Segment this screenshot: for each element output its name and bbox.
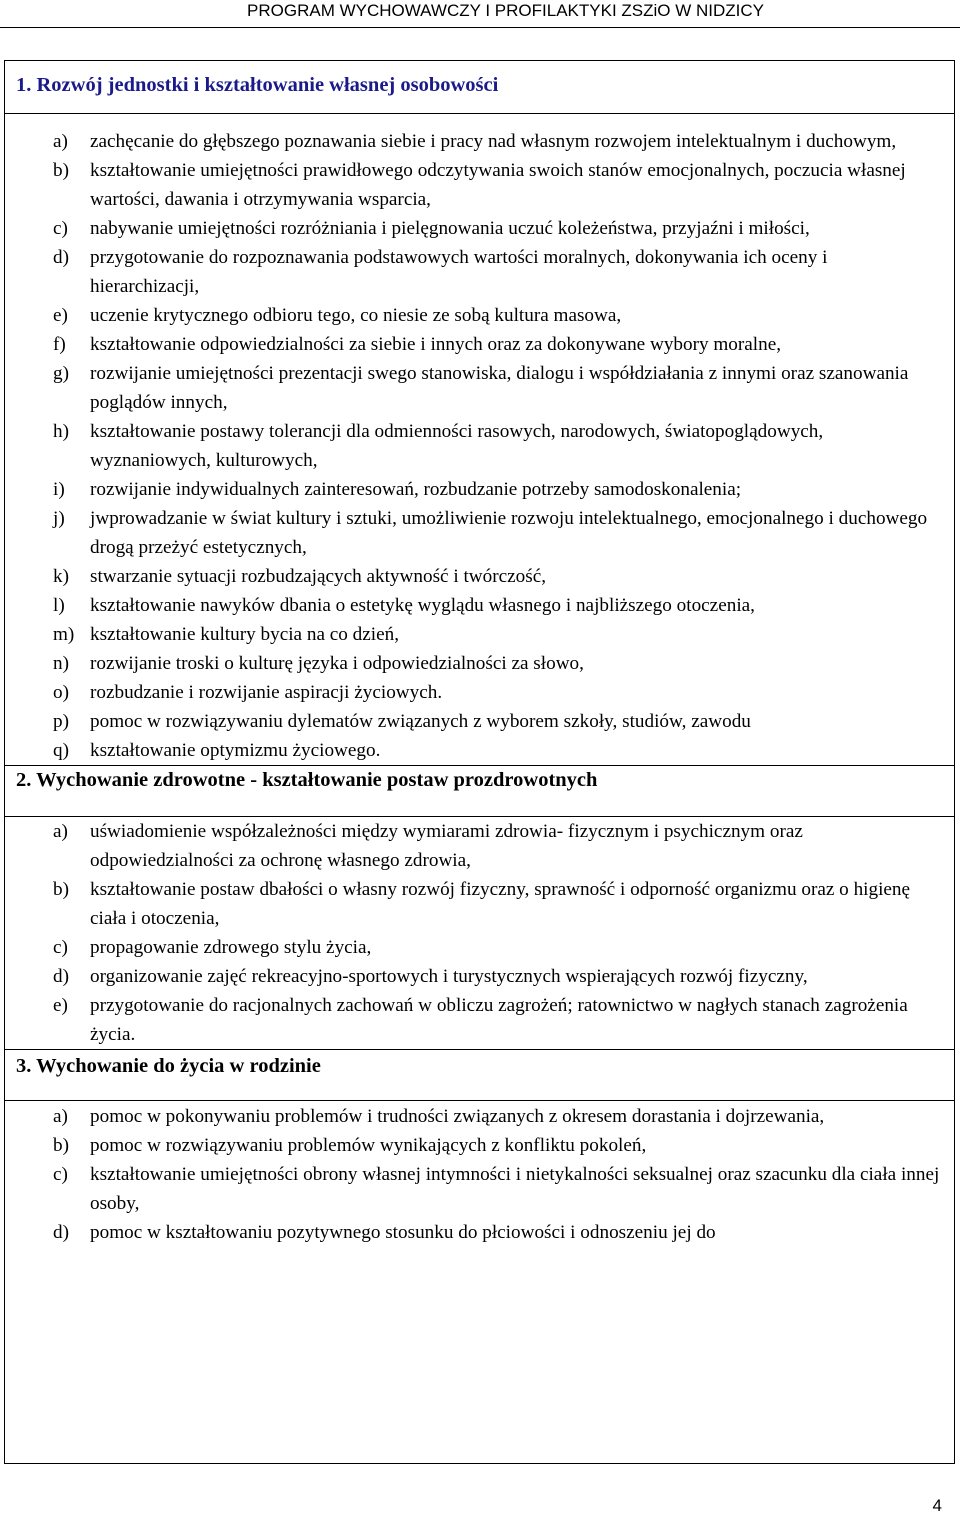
item-letter: j) <box>53 508 65 529</box>
item-text: kształtowanie kultury bycia na co dzień, <box>90 624 400 645</box>
list-item <box>5 417 954 475</box>
header-divider <box>0 27 960 28</box>
section-2 <box>5 765 954 1049</box>
list-item <box>5 817 954 875</box>
list-item <box>5 678 954 707</box>
list-item <box>5 127 954 156</box>
section-title: Wychowanie do życia w rodzinie <box>36 1055 321 1077</box>
item-letter: k) <box>53 566 69 587</box>
item-letter: a) <box>53 131 68 152</box>
item-text: kształtowanie postaw dbałości o własny rozwój fizyczny, sprawność i odporność organizmu oraz o higienę ciała i otoczenia, <box>90 879 911 929</box>
item-text: kształtowanie postawy tolerancji dla odmienności rasowych, narodowych, światopoglądowych, wyznaniowych, kulturowych, <box>90 421 824 471</box>
page-number: 4 <box>932 1496 942 1515</box>
list-item <box>5 591 954 620</box>
list-item <box>5 707 954 736</box>
item-letter: d) <box>53 966 69 987</box>
list-item <box>5 214 954 243</box>
item-text: pomoc w rozwiązywaniu problemów wynikających z konfliktu pokoleń, <box>90 1135 647 1156</box>
list-item <box>5 649 954 678</box>
item-text: rozwijanie troski o kulturę języka i odpowiedzialności za słowo, <box>90 653 584 674</box>
item-text: pomoc w kształtowaniu pozytywnego stosunku do płciowości i odnoszeniu jej do <box>90 1222 716 1243</box>
item-letter: a) <box>53 1106 68 1127</box>
item-text: kształtowanie umiejętności prawidłowego odczytywania swoich stanów emocjonalnych, poczucia własnej wartości, dawania i otrzymywania wsparcia, <box>90 160 906 210</box>
item-text: pomoc w rozwiązywaniu dylematów związanych z wyborem szkoły, studiów, zawodu <box>90 711 751 732</box>
item-text: kształtowanie nawyków dbania o estetykę wyglądu własnego i najbliższego otoczenia, <box>90 595 755 616</box>
list-item <box>5 243 954 301</box>
item-letter: c) <box>53 937 68 958</box>
item-letter: f) <box>53 334 66 355</box>
list-item <box>5 301 954 330</box>
section-number: 2. <box>16 769 32 791</box>
item-letter: a) <box>53 821 68 842</box>
item-text: kształtowanie umiejętności obrony własnej intymności i nietykalności seksualnej oraz szacunku dla ciała innej osoby, <box>90 1164 940 1214</box>
item-list <box>5 1101 954 1247</box>
section-title: Wychowanie zdrowotne - kształtowanie postaw prozdrowotnych <box>36 769 598 791</box>
list-item <box>5 359 954 417</box>
item-letter: p) <box>53 711 69 732</box>
item-text: nabywanie umiejętności rozróżniania i pielęgnowania uczuć koleżeństwa, przyjaźni i miłości, <box>90 218 810 239</box>
item-text: przygotowanie do rozpoznawania podstawowych wartości moralnych, dokonywania ich oceny i hierarchizacji, <box>90 247 828 297</box>
item-text: rozbudzanie i rozwijanie aspiracji życiowych. <box>90 682 443 703</box>
item-text: uczenie krytycznego odbioru tego, co niesie ze sobą kultura masowa, <box>90 305 622 326</box>
section-number: 1. <box>16 74 32 96</box>
list-item <box>5 475 954 504</box>
item-text: pomoc w pokonywaniu problemów i trudności związanych z okresem dorastania i dojrzewania, <box>90 1106 825 1127</box>
item-text: jwprowadzanie w świat kultury i sztuki, umożliwienie rozwoju intelektualnego, emocjonalnego i duchowego drogą przeżyć estetycznych, <box>90 508 928 558</box>
item-letter: b) <box>53 1135 69 1156</box>
item-letter: e) <box>53 995 68 1016</box>
item-letter: i) <box>53 479 65 500</box>
section-number: 3. <box>16 1055 32 1077</box>
list-item <box>5 1160 954 1218</box>
item-text: uświadomienie współzależności między wymiarami zdrowia- fizycznym i psychicznym oraz odpowiedzialności za ochronę własnego zdrowia, <box>90 821 803 871</box>
list-item <box>5 330 954 359</box>
list-item <box>5 562 954 591</box>
item-text: przygotowanie do racjonalnych zachowań w obliczu zagrożeń; ratownictwo w nagłych stanach zagrożenia życia. <box>90 995 908 1045</box>
item-text: stwarzanie sytuacji rozbudzających aktywność i twórczość, <box>90 566 547 587</box>
item-text: propagowanie zdrowego stylu życia, <box>90 937 372 958</box>
list-item <box>5 1102 954 1131</box>
item-letter: n) <box>53 653 69 674</box>
item-text: rozwijanie umiejętności prezentacji swego stanowiska, dialogu i współdziałania z innymi oraz szanowania poglądów innych, <box>90 363 909 413</box>
item-letter: e) <box>53 305 68 326</box>
item-letter: c) <box>53 1164 68 1185</box>
item-letter: m) <box>53 624 75 645</box>
list-item <box>5 736 954 765</box>
item-text: rozwijanie indywidualnych zainteresowań, rozbudzanie potrzeby samodoskonalenia; <box>90 479 742 500</box>
item-list <box>5 114 954 765</box>
section-3 <box>5 1049 954 1247</box>
item-letter: b) <box>53 160 69 181</box>
item-letter: h) <box>53 421 69 442</box>
list-item <box>5 620 954 649</box>
list-item <box>5 991 954 1049</box>
section-1 <box>5 61 954 765</box>
item-list <box>5 817 954 1049</box>
list-item <box>5 1131 954 1160</box>
item-letter: l) <box>53 595 65 616</box>
item-letter: b) <box>53 879 69 900</box>
list-item <box>5 875 954 933</box>
item-text: kształtowanie optymizmu życiowego. <box>90 740 381 761</box>
section-heading <box>5 765 954 817</box>
section-heading <box>5 1049 954 1101</box>
list-item <box>5 1218 954 1247</box>
list-item <box>5 504 954 562</box>
item-text: zachęcanie do głębszego poznawania siebie i pracy nad własnym rozwojem intelektualnym i duchowym, <box>90 131 897 152</box>
item-text: kształtowanie odpowiedzialności za siebie i innych oraz za dokonywane wybory moralne, <box>90 334 782 355</box>
item-letter: c) <box>53 218 68 239</box>
item-letter: o) <box>53 682 69 703</box>
item-letter: g) <box>53 363 69 384</box>
section-title: Rozwój jednostki i kształtowanie własnej osobowości <box>36 74 499 96</box>
list-item <box>5 933 954 962</box>
item-letter: q) <box>53 740 69 761</box>
section-heading <box>5 61 954 114</box>
list-item <box>5 156 954 214</box>
item-letter: d) <box>53 247 69 268</box>
content-frame <box>4 60 955 1464</box>
item-text: organizowanie zajęć rekreacyjno-sportowych i turystycznych wspierających rozwój fizyczny, <box>90 966 808 987</box>
running-header: PROGRAM WYCHOWAWCZY I PROFILAKTYKI ZSZiO W NIDZICY <box>247 1 764 20</box>
list-item <box>5 962 954 991</box>
item-letter: d) <box>53 1222 69 1243</box>
